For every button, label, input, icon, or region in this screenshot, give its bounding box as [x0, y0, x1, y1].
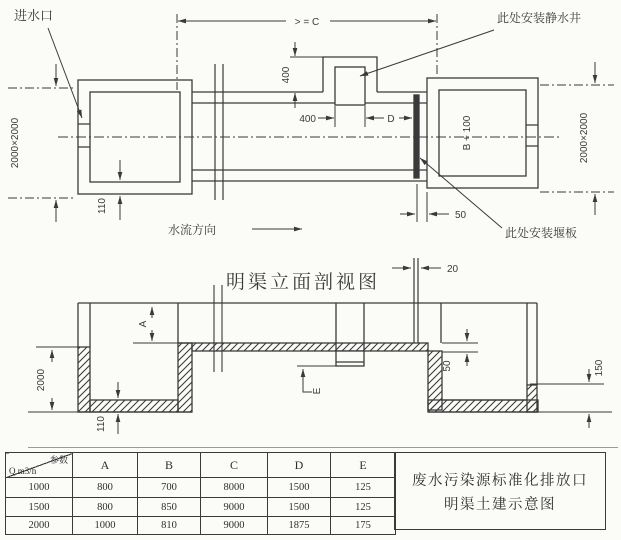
- outlet-chamber-plan: [427, 78, 538, 188]
- table-header-row: [6, 453, 396, 478]
- plan-labels: [10, 8, 590, 240]
- cell: 125: [331, 478, 396, 498]
- cell: 9000: [201, 498, 268, 517]
- dim-e: E: [312, 387, 323, 395]
- cell: 9000: [201, 517, 268, 535]
- table-top-rule: [28, 447, 618, 448]
- parameter-table: [5, 452, 396, 535]
- dim-c: > = C: [294, 17, 320, 28]
- dim-wall-110: 110: [97, 198, 108, 214]
- table-row: [6, 517, 396, 535]
- inlet-chamber-elevation: [78, 303, 192, 412]
- cell: 1000: [73, 517, 138, 535]
- cell: 1500: [268, 498, 331, 517]
- col-header-c: C: [201, 453, 268, 478]
- dim-right-box: 2000×2000: [579, 112, 590, 164]
- dim-well-height: 400: [281, 66, 292, 84]
- stilling-well-label: 此处安装静水井: [497, 11, 582, 25]
- dim-a: A: [138, 320, 149, 328]
- col-header-b: B: [138, 453, 201, 478]
- dim-d: D: [387, 114, 395, 125]
- table-row: [6, 478, 396, 498]
- dim-plate-20: 20: [447, 264, 459, 275]
- title-block: [394, 452, 606, 530]
- cell: 850: [138, 498, 201, 517]
- q-value: 1000: [6, 478, 73, 498]
- q-value: 2000: [6, 517, 73, 535]
- col-header-a: A: [73, 453, 138, 478]
- channel-plan: [192, 57, 427, 200]
- plan-view: [8, 8, 614, 240]
- weir-plate-plan: [414, 95, 419, 178]
- table-corner-cell: [6, 453, 73, 478]
- cell: 800: [73, 498, 138, 517]
- col-header-d: D: [268, 453, 331, 478]
- inlet-label: 进水口: [14, 8, 54, 23]
- cell: 800: [73, 478, 138, 498]
- dim-b-plus-100: B + 100: [462, 115, 473, 151]
- cell: 8000: [201, 478, 268, 498]
- elevation-view: [28, 258, 612, 434]
- title-block-line1: 废水污染源标准化排放口: [412, 472, 588, 489]
- corner-param-label: 参数: [49, 455, 68, 465]
- dim-depth-2000: 2000: [36, 368, 47, 392]
- dim-drop-50: 50: [442, 360, 453, 372]
- dim-outlet-150: 150: [594, 359, 605, 377]
- title-block-line2: 明渠土建示意图: [444, 496, 556, 513]
- flow-label: 水流方向: [168, 223, 217, 237]
- stilling-well-plan: [335, 67, 365, 105]
- dim-gap-50: 50: [455, 210, 467, 221]
- cell: 810: [138, 517, 201, 535]
- dim-floor-110: 110: [96, 416, 107, 432]
- dim-left-box: 2000×2000: [10, 117, 21, 169]
- corner-q-label: Q m3/h: [9, 466, 37, 476]
- weir-label: 此处安装堰板: [505, 226, 578, 240]
- elevation-title: 明渠立面剖视图: [225, 272, 381, 293]
- cell: 700: [138, 478, 201, 498]
- cell: 175: [331, 517, 396, 535]
- cell: 1500: [268, 478, 331, 498]
- weir-plate-elevation: [414, 258, 418, 343]
- col-header-e: E: [331, 453, 396, 478]
- cell: 125: [331, 498, 396, 517]
- cell: 1875: [268, 517, 331, 535]
- outlet-chamber-elevation: [428, 303, 538, 412]
- dim-well-width: 400: [299, 114, 316, 125]
- q-value: 1500: [6, 498, 73, 517]
- stilling-well-elevation: [336, 303, 364, 366]
- channel-slab-elevation: [178, 285, 428, 372]
- table-row: [6, 498, 396, 517]
